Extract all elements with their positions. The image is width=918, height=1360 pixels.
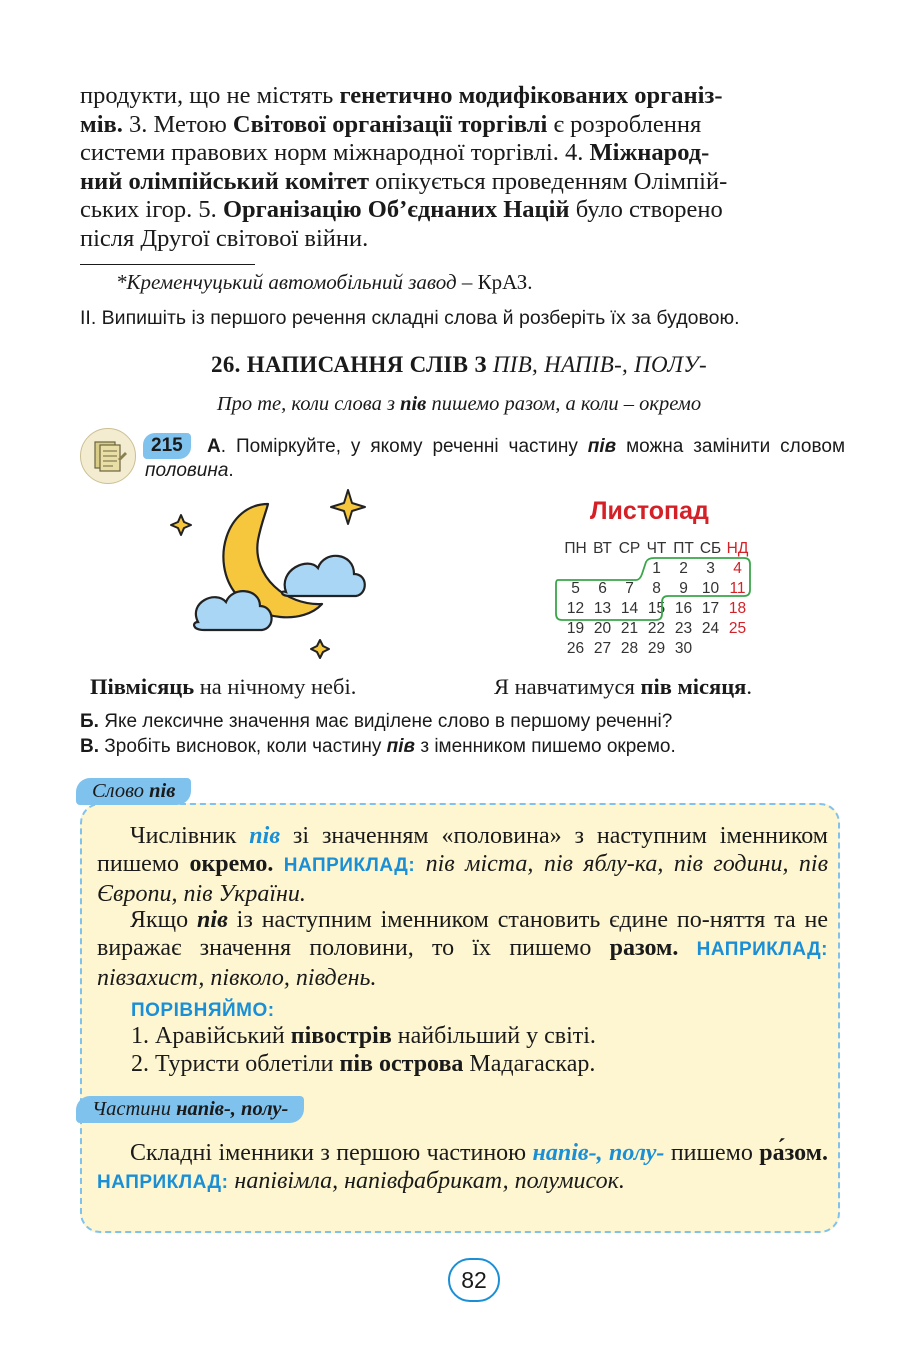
weekday-label: НД bbox=[726, 540, 749, 557]
calendar-day: 21 bbox=[620, 620, 639, 637]
compare-label: ПОРІВНЯЙМО: bbox=[131, 1000, 275, 1021]
footnote: *Кременчуцький автомобільний завод – КрАЗ. bbox=[116, 270, 533, 294]
calendar-day: 25 bbox=[728, 620, 747, 637]
footnote-divider bbox=[80, 264, 255, 265]
calendar-day: 10 bbox=[701, 580, 720, 597]
calendar-day: 5 bbox=[571, 580, 580, 597]
calendar-day: 19 bbox=[566, 620, 585, 637]
rule-tab-napiv-polu: Частини напів-, полу- bbox=[76, 1096, 304, 1123]
calendar-day: 8 bbox=[652, 580, 661, 597]
calendar-day: 11 bbox=[729, 580, 746, 597]
calendar-day: 26 bbox=[566, 640, 585, 657]
calendar-day: 1 bbox=[652, 560, 661, 577]
calendar-day: 23 bbox=[674, 620, 693, 637]
weekday-label: ПТ bbox=[673, 540, 694, 557]
calendar-day bbox=[697, 640, 724, 660]
calendar-day: 4 bbox=[733, 560, 742, 577]
question-b: Б. Яке лексичне значення має виділене слово в першому реченні? bbox=[80, 711, 673, 732]
weekday-label: ВТ bbox=[593, 540, 612, 557]
calendar-day: 17 bbox=[701, 600, 720, 617]
calendar-month-half-outline bbox=[552, 556, 762, 622]
calendar-day: 16 bbox=[674, 600, 693, 617]
calendar-day: 7 bbox=[625, 580, 634, 597]
weekday-label: СБ bbox=[699, 540, 722, 557]
weekday-label: ЧТ bbox=[646, 540, 667, 557]
crescent-moon-illustration bbox=[168, 482, 378, 662]
calendar-day: 15 bbox=[647, 600, 666, 617]
weekday-label: СР bbox=[618, 540, 641, 557]
calendar-day: 14 bbox=[620, 600, 639, 617]
calendar-day: 28 bbox=[620, 640, 639, 657]
calendar-day: 22 bbox=[647, 620, 666, 637]
calendar-day: 29 bbox=[647, 640, 666, 657]
section-heading: 26. НАПИСАННЯ СЛІВ З ПІВ, НАПІВ-, ПОЛУ- bbox=[211, 352, 707, 377]
weekday-label: ПН bbox=[564, 540, 587, 557]
calendar-day: 24 bbox=[701, 620, 720, 637]
calendar-day: 27 bbox=[593, 640, 612, 657]
caption-right: Я навчатимуся пів місяця. bbox=[494, 674, 752, 699]
compare-example-1: 1. Аравійський півострів найбільший у світі. bbox=[131, 1023, 596, 1049]
calendar-day: 20 bbox=[593, 620, 612, 637]
question-v: В. Зробіть висновок, коли частину пів з іменником пишемо окремо. bbox=[80, 736, 676, 757]
calendar-day bbox=[724, 640, 751, 660]
calendar-day: 13 bbox=[593, 600, 612, 617]
calendar-week bbox=[562, 620, 751, 640]
calendar-day: 9 bbox=[679, 580, 688, 597]
intro-paragraph: продукти, що не містять генетично модифікованих організ- мів. 3. Метою Світової організації торгівлі є розроблення системи правових норм міжнародної торгівлі. 4. Міжнарод- ний олімпійський комітет опікується проведенням Олімпій- ських ігор. 5. Організацію Об’єднаних Націй було створено після Другої світової війни. bbox=[80, 82, 728, 252]
page-number: 82 bbox=[448, 1258, 500, 1302]
calendar-day: 30 bbox=[674, 640, 693, 657]
calendar-week bbox=[562, 640, 751, 660]
rule-piv-paragraph-2: Якщо пів із наступним іменником становить єдине по-няття та не виражає значення половини, то їх пишемо разом. НАПРИКЛАД: півзахист, півколо, південь. bbox=[97, 907, 829, 991]
calendar-day: 12 bbox=[566, 600, 585, 617]
section-subheading: Про те, коли слова з пів пишемо разом, а коли – окремо bbox=[216, 393, 702, 415]
calendar-title: Листопад bbox=[590, 497, 709, 525]
notebook-icon bbox=[80, 428, 136, 484]
calendar-day: 2 bbox=[679, 560, 688, 577]
task-ii: II. Випишіть із першого речення складні слова й розберіть їх за будовою. bbox=[80, 307, 740, 329]
caption-left: Півмісяць на нічному небі. bbox=[90, 674, 357, 699]
calendar-day: 3 bbox=[706, 560, 715, 577]
calendar-day: 18 bbox=[728, 600, 747, 617]
exercise-number-badge: 215 bbox=[143, 433, 191, 459]
rule-napiv-polu-paragraph: Складні іменники з першою частиною напів-, полу- пишемо ра́зом. НАПРИКЛАД: напівімла, напівфабрикат, полумисок. bbox=[97, 1140, 828, 1194]
rule-piv-paragraph-1: Числівник пів зі значенням «половина» з наступним іменником пишемо окремо. НАПРИКЛАД: пів міста, пів яблу-ка, пів години, пів Європи, пів України. bbox=[97, 823, 829, 907]
rule-tab-slovo-piv: Слово пів bbox=[76, 778, 191, 805]
exercise-215-text: А. Поміркуйте, у якому реченні частину пів можна замінити словом половина. bbox=[145, 436, 846, 481]
compare-example-2: 2. Туристи облетіли пів острова Мадагаскар. bbox=[131, 1051, 596, 1077]
calendar-day: 6 bbox=[598, 580, 607, 597]
